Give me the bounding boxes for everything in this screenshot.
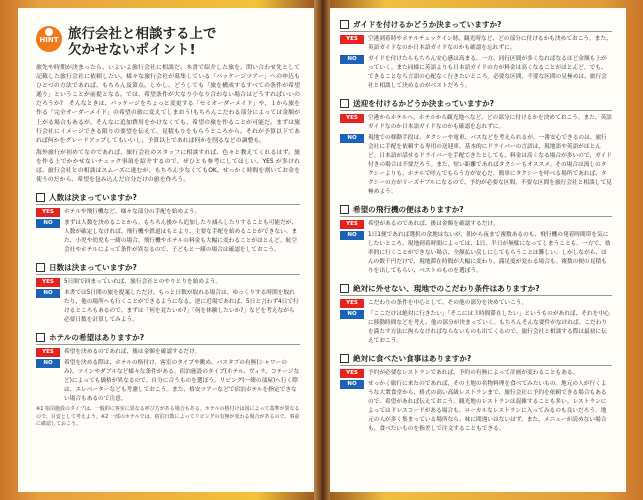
answer-text: 空港到着時やホテルチェックイン時、観光時など、どの部分に付けるかも決めておこう。また、英語ガイドなのか日本語ガイドなのかも確認を忘れずに。 (368, 36, 612, 51)
checkbox-icon[interactable] (36, 263, 45, 272)
no-tag: NO (340, 310, 364, 319)
answer-text: ホテルや飛行機など、様々な部分の手配を始めよう。 (64, 209, 201, 216)
answer-text: 希望があるのであれば、後は金額を確認するだけ。 (368, 221, 499, 227)
no-tag: NO (36, 219, 60, 228)
question-text: 送迎を付けるかどうか決まっていますか? (353, 99, 495, 108)
right-page (330, 8, 626, 492)
answer-no (36, 289, 300, 325)
footnote: ※1 宿泊施設のタイプは、一般的に客室に異なる呼び方がある場合もある。ホテルの格付けは国によって基準が異なるので、目安として考えよう。※2 一部のホテルでは、宿泊日数によってリビングの有無が変わる場合があるので、事前に確認しておこう。 (36, 406, 300, 428)
yes-tag: YES (36, 208, 60, 217)
intro-paragraph-2: 海外旅行が初めてなのであれば、旅行会社のスタッフに相談すれば、色々と教えてくれるはず。旅を作る上でかかせないチェック事項を紹介するので、ぜひとも参考にしてほしい。YES が多ければ、旅行会社との相談はスムーズに進むが、もちろん少なくてもOK。せっかく時間を割いてお金を使うのだから、希望を包み込んだ自分だけの旅を作ろう。 (36, 149, 300, 184)
answer-text: 現地での移動手段は、タクシーや電車、バスなどを考えられるが、一番安心できるのは、旅行会社に手配を依頼する専用の送迎車。基本的にドライバーの言語は、現地語や英語がほとんど。日本語が話せるドライバーを手配できたとしても、料金は高くなる場合が多いので、ガイド付きの場合は不要だろう。また、短い距離であればタクシーもオススメ。その場合は流しのタクシーよりも、ホテルで呼んでもらう方が安心だ。簡単にタクシーを呼べる場所であれば、タクシーの方がリーズナブルになるので、予約が必要な区間、不要な区間を旅行会社と相談して見極めよう。 (368, 135, 612, 195)
answer-text: ガイドを付けたらもちろん安心感は高まる。一方、同行区間が多くなればなるほど金額も上がっていく。また同様に英語よりも日本語ガイドの方が料金は高くなることがほとんど。でも、できることなら言語の心配なく行きたいところ。必要な区間、不要な区間の見極めは、旅行会社と相談して決めるのがベストだろう。 (368, 56, 607, 89)
yes-tag: YES (36, 278, 60, 287)
answer-text: 本書では5日間の旅を提案しただけ、もっと日数が取れる場合は、ゆっくりする時間を取れたり、他の場所へも行くことができるようになる。逆に近場であれば、5日と言わず4日で行けるところもあるので、まずは「何を見たいか?」「何を体験したいか?」などを考えながら必要日数を計算してみよう。 (64, 290, 299, 324)
answer-yes (36, 278, 300, 287)
lightbulb-icon (45, 28, 53, 36)
answer-yes (340, 299, 612, 308)
title-line-2: 欠かせないポイント! (68, 42, 196, 58)
no-tag: NO (340, 55, 364, 64)
no-tag: NO (340, 380, 364, 389)
checkbox-icon[interactable] (340, 20, 349, 29)
answer-yes (36, 208, 300, 217)
question-text: 希望の飛行機の便はありますか? (353, 205, 464, 214)
answer-text: 希望を決めるのであれば、後は金額を確認するだけ。 (64, 349, 201, 356)
spine-shadow-left (314, 0, 322, 500)
question-heading (36, 191, 300, 205)
answer-text: 空港からホテルへ、ホテルから観光地へなど、どの部分に付けるかを決めておこう。また、英語ガイドなのか日本語ガイドなのかも確認を忘れずに。 (368, 115, 612, 130)
answer-no (340, 231, 612, 276)
spine-shadow-right (322, 0, 330, 500)
question-heading (340, 203, 612, 217)
checkbox-icon[interactable] (340, 354, 349, 363)
intro-paragraph: 旅先や時期が決まったら、いよいよ旅行会社に相談だ。本書で紹介した旅を、問い合わせ先として記載した旅行会社に依頼したい。様々な旅行会社が募集している「パッケージツアー」への申込もひとつの方法であれば、もちろん及第点。しかし、どうしても「旅を構成するすべての条件が希望通り」ということが前提となる。では、希望条件が大なり小なり合わない場合はどうすればいいのだろうか? そんなときは、パッケージをちょっと変更する「セミオーダーメイド」や、１から旅を作る「完全オーダーメイド」の希望の旅に変えてしまおう!もちろんこだわる部分によっては金額が上がる場合もあるが、そんなに追加費用をかけなくても、希望の旅を作ることが可能だ。まずは旅行会社にイメージできる限りの要望を伝えて、見積もりをもらうところから。それが予算以下であれば何かをグレードアップしてもいいし、予算以上であれば何かを削るなどの調整も。 (36, 65, 300, 144)
question-heading (36, 331, 300, 345)
answer-yes (340, 114, 612, 132)
question-text: 絶対に食べたい食事はありますか? (353, 354, 472, 363)
question-heading (36, 261, 300, 275)
yes-tag: YES (340, 35, 364, 44)
no-tag: NO (36, 359, 60, 368)
question-heading (340, 352, 612, 366)
checkbox-icon[interactable] (340, 284, 349, 293)
yes-tag: YES (36, 348, 60, 357)
question-heading (340, 97, 612, 111)
answer-yes (340, 35, 612, 53)
title-line-1: 旅行会社と相談する上で (68, 26, 217, 42)
left-page (18, 8, 314, 492)
answer-text: こだわりの条件を中心として、その他の部分を決めていこう。 (368, 300, 528, 306)
checkbox-icon[interactable] (36, 333, 45, 342)
answer-text: せっかく旅行に来たのであれば、その土地の名物料理を食べてみたいもの。地元の人が行くような大衆食堂から、格式の高い高級レストランまで、旅行会社に予約を依頼できる場合もあるので、希望があれば伝えておこう。観光地のレストランは混雑することも多い。レストランによってはドレスコードがある場合も。ローカルなレストランに入ってみるのも良いだろう。地元の人が多く集まっている場所なら、味に間違いはないはず。また、メニューが読めない場合も、食べたいものを指差しで注文することもできる。 (368, 381, 607, 432)
no-tag: NO (340, 134, 364, 143)
yes-tag: YES (340, 369, 364, 378)
checkbox-icon[interactable] (340, 205, 349, 214)
answer-text: 予約が必要なレストランであれば、予約の有無によって計画が変わることもある。 (368, 370, 579, 376)
checkbox-icon[interactable] (340, 99, 349, 108)
answer-yes (340, 220, 612, 229)
hint-label: HINT (39, 36, 59, 44)
checkbox-icon[interactable] (36, 193, 45, 202)
answer-text: まずは人数を決めることから。もちろん後から追加したり減らしたりすることも可能だが、人数が確定しなければ、飛行機や鉄道はもとより、主要な手配を始めることができない。また、小児や幼児も一緒の場合、飛行機やホテルの料金も大幅に変わることがほとんど。航空会社やホテルによって条件が異なるので、子どもと一緒の場合は確認をしておこう。 (64, 220, 298, 254)
answer-no (36, 219, 300, 255)
answer-yes (340, 369, 612, 378)
no-tag: NO (340, 231, 364, 240)
yes-tag: YES (340, 114, 364, 123)
question-heading (340, 18, 612, 32)
answer-no (340, 55, 612, 91)
answer-text: 5日間で回まっていれば、旅行会社とのやりとりを始めよう。 (64, 279, 222, 286)
answer-no (340, 310, 612, 346)
question-text: ホテルの希望はありますか? (49, 333, 145, 343)
answer-no (340, 380, 612, 434)
question-text: ガイドを付けるかどうか決まっていますか? (353, 20, 502, 29)
yes-tag: YES (340, 299, 364, 308)
question-text: 人数は決まっていますか? (49, 193, 137, 203)
hint-badge (36, 26, 62, 52)
answer-no (340, 134, 612, 197)
answer-no (36, 359, 300, 404)
answer-yes (36, 348, 300, 357)
answer-text: 「ここだけは絶対に行きたい」「そこには３時間滞在したい」というものがあれば、それを中心に移動時間などを考え、他の部分が決まっていく。もちろんそんな要件がなければ、こだわりを満たす方法に拘らなければならないものも出てくるので、旅行会社と相談する際は最初に伝えておこう。 (368, 311, 610, 344)
answer-text: 1日1便であれば選択の余地はないが、朝から夜まで複数あるのも、飛行機の発着時間帯を気にしたいところ。現地到着時間によっては、1日、半日が無駄になってしまうことも。一方で、効率的に行くことができない場合、全額払い戻しにしてもらうことは難しい。しかしながら、ほんの数千円だけで、現地滞在時間が大幅に変わり、満足度が変わる場合も。複数の便の見積もりを出してもらい、ベストのものを選ぼう。 (368, 232, 611, 274)
question-text: 日数は決まっていますか? (49, 263, 137, 273)
no-tag: NO (36, 289, 60, 298)
question-text: 絶対に外せない、現地でのこだわり条件はありますか? (353, 284, 540, 293)
page-title (68, 26, 300, 58)
question-heading (340, 282, 612, 296)
yes-tag: YES (340, 220, 364, 229)
answer-text: 希望を決める際は、ホテルの格付け、客室のタイプや眺め、バスタブの有無(シャワーのみ)、ツインやダブルなど様々な条件がある。宿泊施設のタイプ(ホテル、ヴィラ、コテージなど)によっても価格が異なるので、自分に合うものを選ぼう。リビング(一緒の部屋)へ行く際は、エレベーターなども考慮しておこう。また、格安ツアーなどで宿泊ホテルを指定できない場合もあるので注意。 (64, 360, 300, 403)
